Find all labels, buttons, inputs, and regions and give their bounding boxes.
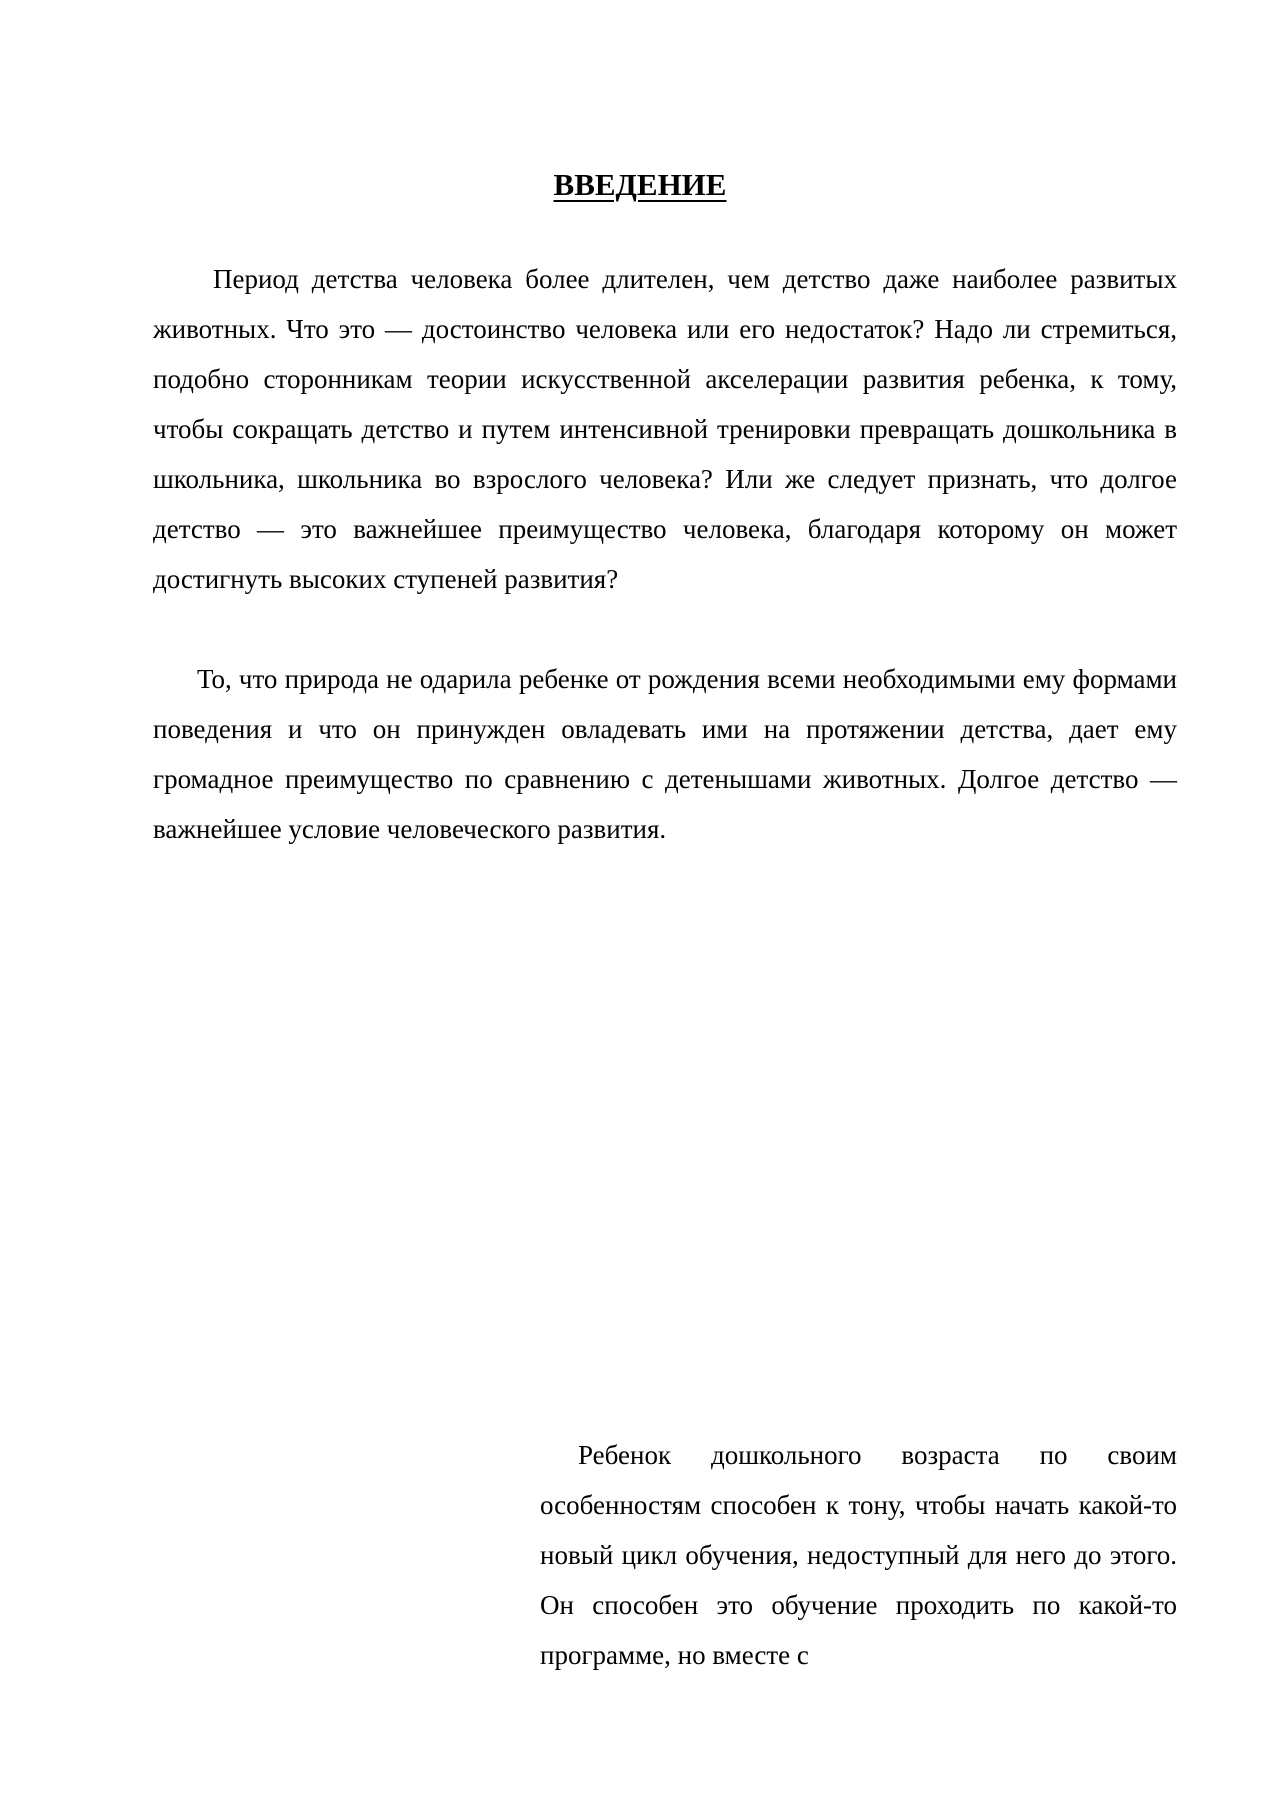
paragraph-intro: Период детства человека более длителен, чем детство даже наиболее развитых животных. Что это — достоинство человека или его недостаток? Надо ли стремиться, подобно сторонникам теории искусственной акселерации развития ребенка, к тому, чтобы сокращать детство и путем интенсивной тренировки превращать дошкольника в школьника, школьника во взрослого человека? Или же следует признать, что долгое детство — это важнейшее преимущество человека, благодаря которому он может достигнуть высоких ступеней развития?	[153, 264, 1177, 594]
page-title	[0, 166, 1280, 204]
paragraph-nature: То, что природа не одарила ребенке от рождения всеми необходимыми ему формами поведения и что он принужден овладевать ими на протяжении детства, дает ему громадное преимущество по сравнению с детенышами животных. Долгое детство — важнейшее условие человеческого развития.	[153, 664, 1177, 844]
paragraph-preschool: Ребенок дошкольного возраста по своим особенностям способен к тону, чтобы начать какой-то новый цикл обучения, недоступный для него до этого. Он способен это обучение проходить по какой-то программе, но вместе с	[540, 1440, 1177, 1670]
page-title-text: ВВЕДЕНИЕ	[553, 167, 727, 202]
